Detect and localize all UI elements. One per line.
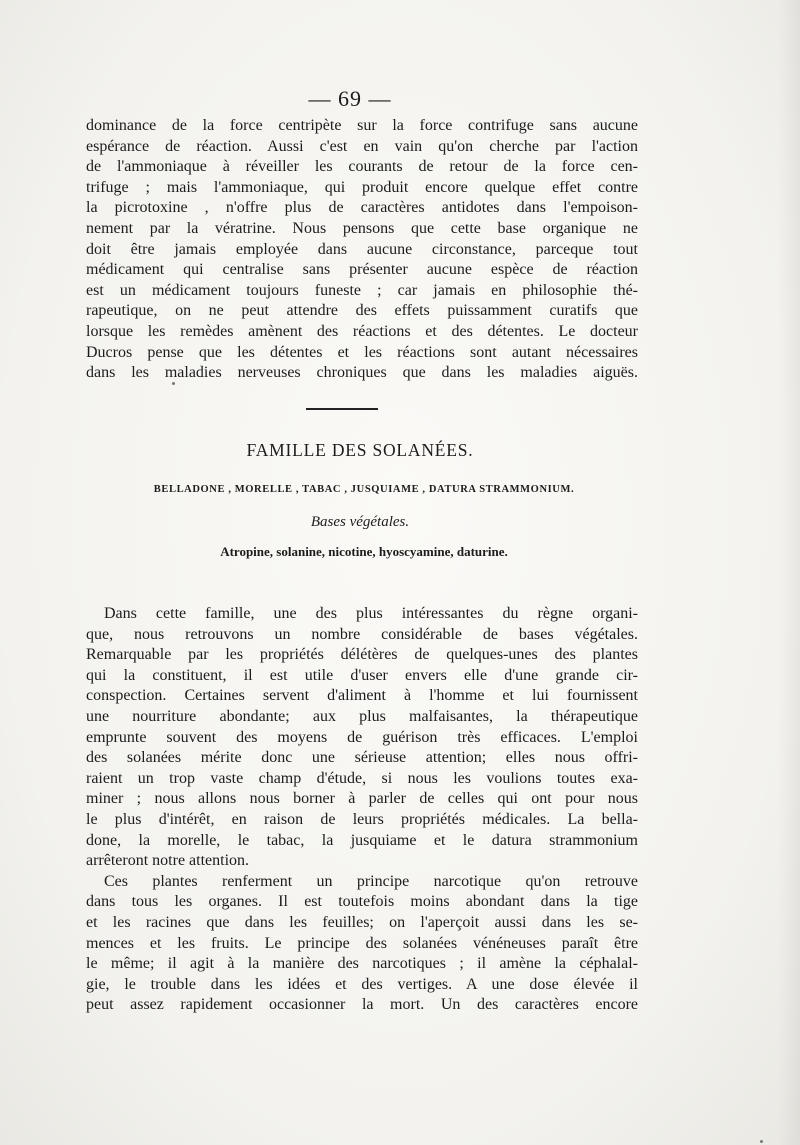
text-line: Dans cette famille, une des plus intéressantes du règne organi- xyxy=(104,605,638,622)
alkaloid-list: Atropine, solanine, nicotine, hyoscyamine, daturine. xyxy=(220,544,508,559)
text-line: qui la constituent, il est utile d'user envers elle d'une grande cir- xyxy=(86,666,638,684)
text-line: et les racines que dans les feuilles; on l'aperçoit aussi dans les se- xyxy=(86,913,638,931)
text-line: gie, le trouble dans les idées et des vertiges. A une dose élevée il xyxy=(86,975,638,993)
ink-speck xyxy=(760,1140,763,1143)
text-line: mences et les fruits. Le principe des solanées vénéneuses paraît être xyxy=(86,934,638,952)
text-line: miner ; nous allons nous borner à parler de celles qui ont pour nous xyxy=(86,790,638,808)
text-line: Remarquable par les propriétés délétères de quelques-unes des plantes xyxy=(86,646,638,664)
text-line: espérance de réaction. Aussi c'est en vain qu'on cherche par l'action xyxy=(86,137,638,155)
text-line: Ducros pense que les détentes et les réactions sont autant nécessaires xyxy=(86,343,638,361)
paragraph-top xyxy=(86,116,638,384)
section-title: FAMILLE DES SOLANÉES. xyxy=(246,440,474,460)
text-line: nement par la vératrine. Nous pensons que cette base organique ne xyxy=(86,219,638,237)
section-divider xyxy=(306,408,378,410)
page-number: — 69 — xyxy=(308,86,392,111)
text-line: trifuge ; mais l'ammoniaque, qui produit encore quelque effet contre xyxy=(86,178,638,196)
text-line: dominance de la force centripète sur la force contrifuge sans aucune xyxy=(86,117,638,134)
text-line: doit être jamais employée dans aucune circonstance, parceque tout xyxy=(86,240,638,258)
text-line: est un médicament toujours funeste ; car jamais en philosophie thé- xyxy=(86,281,638,299)
text-line: arrêteront notre attention. xyxy=(86,852,250,870)
text-line: conspection. Certaines servent d'aliment à l'homme et lui fournissent xyxy=(86,687,638,705)
text-line: médicament qui centralise sans présenter aucune espèce de réaction xyxy=(86,261,638,279)
paragraph-main xyxy=(86,604,638,1016)
section-subheading: Bases végétales. xyxy=(310,514,410,530)
text-line: lorsque les remèdes amènent des réactions et des détentes. Le docteur xyxy=(86,322,638,340)
ink-speck xyxy=(172,382,175,385)
text-line: que, nous retrouvons un nombre considérable de bases végétales. xyxy=(86,625,638,643)
text-line: rapeutique, on ne peut attendre des effets puissamment curatifs que xyxy=(86,302,638,320)
text-line: emprunte souvent des moyens de guérison très efficaces. L'emploi xyxy=(86,728,638,746)
text-line: done, la morelle, le tabac, la jusquiame et le datura strammonium xyxy=(86,831,638,849)
text-line: des solanées mérite donc une sérieuse attention; elles nous offri- xyxy=(86,749,638,767)
plant-list: BELLADONE , MORELLE , TABAC , JUSQUIAME , DATURA STRAMMONIUM. xyxy=(153,484,575,495)
text-line: une nourriture abondante; aux plus malfaisantes, la thérapeutique xyxy=(86,707,638,725)
text-line: dans les maladies nerveuses chroniques que dans les maladies aiguës. xyxy=(86,364,638,382)
text-line: peut assez rapidement occasionner la mort. Un des caractères encore xyxy=(86,996,638,1014)
text-line: la picrotoxine , n'offre plus de caractères antidotes dans l'empoison- xyxy=(86,199,638,217)
text-line: de l'ammoniaque à réveiller les courants de retour de la force cen- xyxy=(86,158,638,176)
text-line: raient un trop vaste champ d'étude, si nous les voulions toutes exa- xyxy=(86,769,638,787)
text-line: le plus d'intérêt, en raison de leurs propriétés médicales. La bella- xyxy=(86,810,638,828)
text-line: le même; il agit à la manière des narcotiques ; il amène la céphalal- xyxy=(86,955,638,973)
text-line: Ces plantes renferment un principe narcotique qu'on retrouve xyxy=(104,872,638,890)
page-edge-shadow xyxy=(778,0,800,1145)
text-line: dans tous les organes. Il est toutefois moins abondant dans la tige xyxy=(86,893,638,911)
